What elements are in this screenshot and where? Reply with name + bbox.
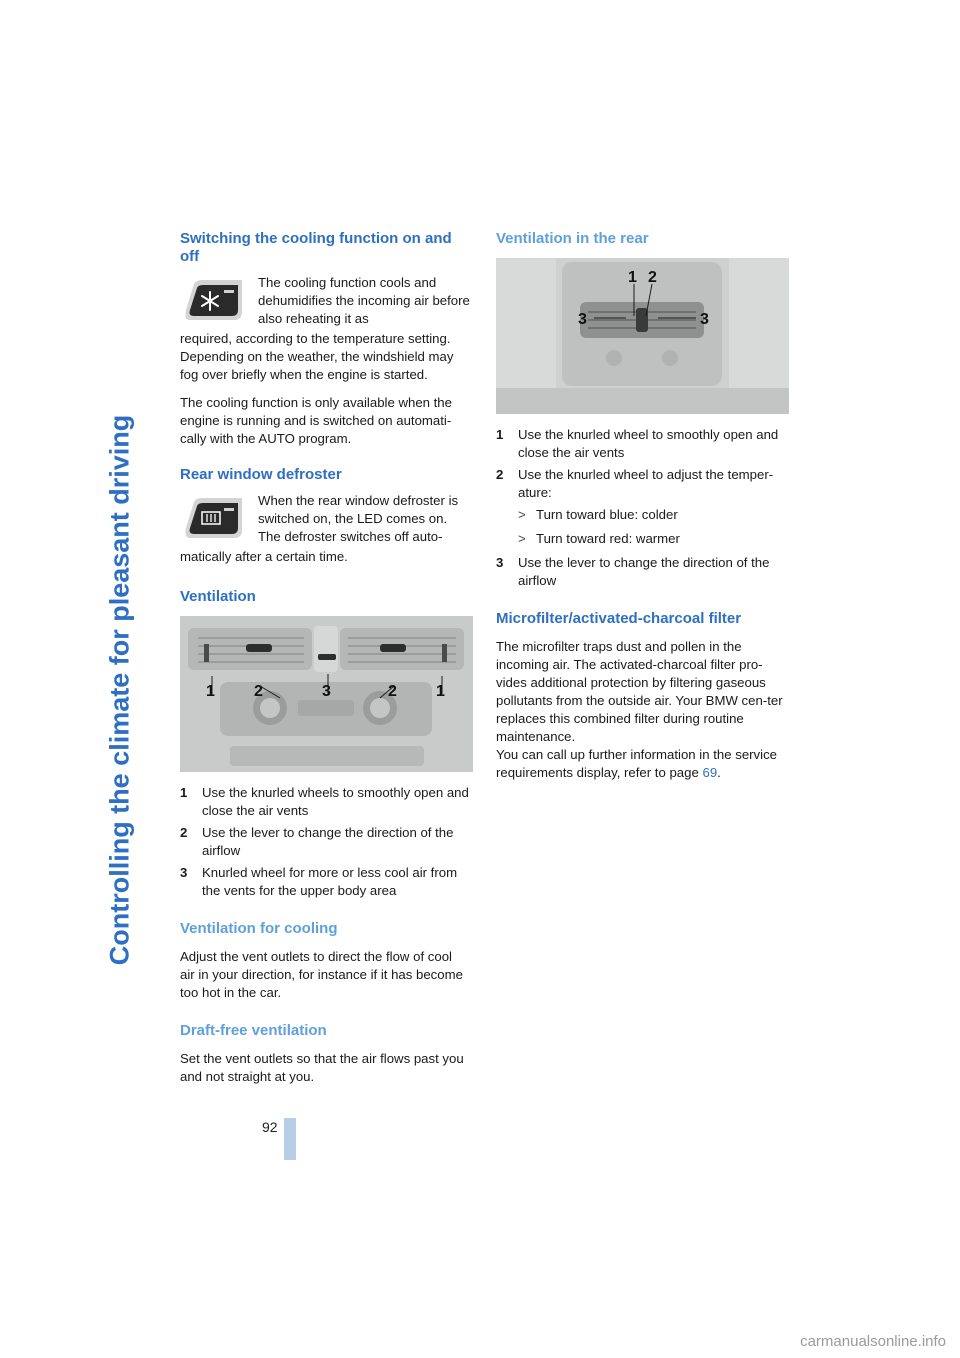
ventilation-heading: Ventilation: [180, 588, 256, 605]
cooling-section: [180, 276, 470, 384]
list-item: 3 Knurled wheel for more or less cool air from the vents for the upper body area: [180, 865, 458, 898]
rear-fig-label-3a: 3: [578, 311, 587, 328]
watermark: carmanualsonline.info: [800, 1333, 946, 1350]
vent-fig-label-1b: 1: [436, 683, 445, 700]
microfilter-text: The microfilter traps dust and pollen in the incoming air. The activated-charcoal filter pro-vides additional protection by filtering gaseous pollutants from the outside air. Your BMW cen-ter replaces this combined filter during routine maintenance.: [496, 639, 783, 744]
list-item: 1 Use the knurled wheel to smoothly open and close the air vents: [496, 427, 779, 460]
cooling-text-2: The cooling function is only available when the engine is running and is switched on automati-cally with the AUTO program.: [180, 395, 452, 446]
list-item: 3 Use the lever to change the direction of the airflow: [496, 555, 770, 588]
right-column: [496, 230, 786, 792]
microfilter-heading: Microfilter/activated-charcoal filter: [496, 610, 742, 627]
side-title: Controlling the climate for pleasant driving: [104, 414, 135, 966]
rear-fig-label-2: 2: [648, 269, 657, 286]
vent-fig-label-2b: 2: [388, 683, 397, 700]
dashboard-vents-figure: [180, 616, 473, 772]
rear-defroster-button-icon: [180, 494, 248, 546]
vent-fig-label-2a: 2: [254, 683, 263, 700]
draft-free-text: Set the vent outlets so that the air flows past you and not straight at you.: [180, 1051, 464, 1084]
cooling-heading: Switching the cooling function on and off: [180, 230, 452, 265]
defroster-text: matically after a certain time.: [180, 549, 348, 564]
microfilter-text-2: You can call up further information in the service requirements display, refer to page 69.: [496, 747, 777, 780]
rear-vents-figure: [496, 258, 789, 414]
page-link[interactable]: 69: [702, 765, 718, 780]
list-item: 2 Use the lever to change the direction of the airflow: [180, 825, 454, 858]
bullet-item: > Turn toward red: warmer: [518, 531, 680, 546]
ventilation-list: [180, 784, 470, 900]
snowflake-button-icon: [180, 276, 248, 328]
list-item: 1 Use the knurled wheels to smoothly open and close the air vents: [180, 785, 469, 818]
left-column: [180, 230, 470, 1096]
vent-fig-label-1a: 1: [206, 683, 215, 700]
defroster-lead: When the rear window defroster is switched on, the LED comes on. The defroster switches off auto-: [258, 493, 459, 544]
rear-vent-heading: Ventilation in the rear: [496, 230, 649, 247]
cooling-text: required, according to the temperature setting. Depending on the weather, the windshield may fog over briefly when the engine is started.: [180, 331, 454, 382]
cooling-lead: The cooling function cools and dehumidifies the incoming air before also reheating it as: [258, 275, 470, 326]
bullet-item: > Turn toward blue: colder: [518, 507, 678, 522]
rear-vent-list: [496, 426, 786, 590]
vent-cooling-text: Adjust the vent outlets to direct the flow of cool air in your direction, for instance if it has become too hot in the car.: [180, 949, 463, 1000]
page-number: 92: [262, 1119, 278, 1135]
vent-fig-label-3: 3: [322, 683, 331, 700]
page-marker-bar: [284, 1118, 296, 1160]
rear-fig-label-1: 1: [628, 269, 637, 286]
vent-cooling-heading: Ventilation for cooling: [180, 920, 338, 937]
rear-fig-label-3b: 3: [700, 311, 709, 328]
defroster-section: [180, 494, 470, 566]
list-item: 2 Use the knurled wheel to adjust the temper-ature:: [496, 467, 774, 500]
defroster-heading: Rear window defroster: [180, 466, 342, 483]
draft-free-heading: Draft-free ventilation: [180, 1022, 327, 1039]
